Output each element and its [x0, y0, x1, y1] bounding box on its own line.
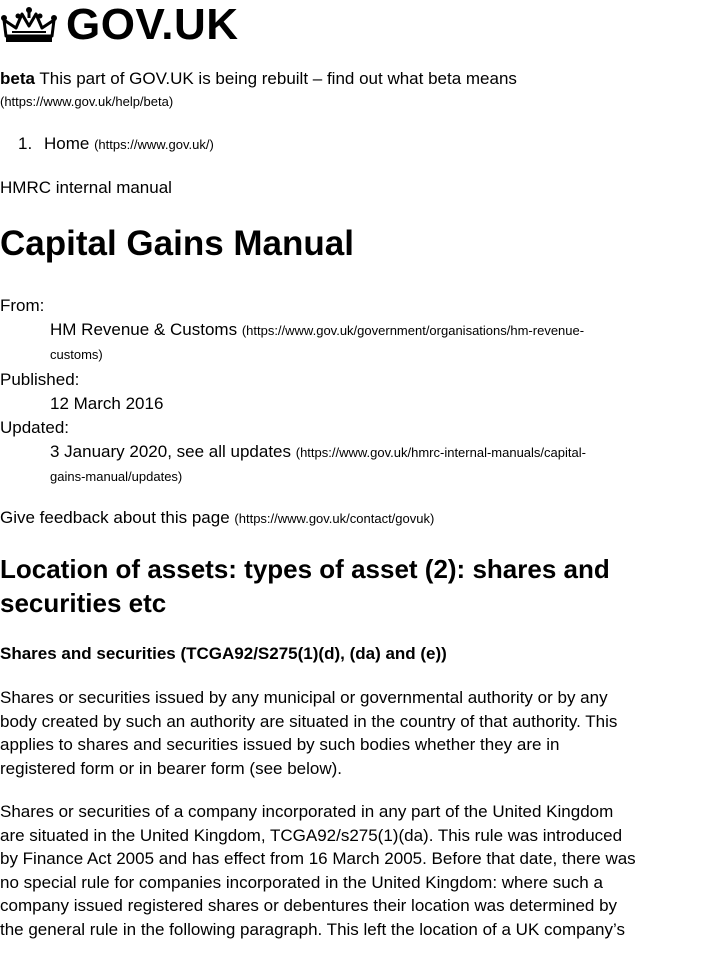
breadcrumb-home-url: (https://www.gov.uk/) [94, 137, 214, 152]
metadata-from-value [50, 318, 720, 366]
from-organisation-url-1: (https://www.gov.uk/government/organisations/hm-revenue- [241, 323, 585, 338]
beta-banner-text[interactable]: This part of GOV.UK is being rebuilt – find out what beta means [39, 69, 517, 88]
paragraph-2-line-1: Shares or securities of a company incorporated in any part of the United Kingdom [0, 802, 614, 821]
page-title: Capital Gains Manual [0, 224, 354, 263]
updates-url-1: (https://www.gov.uk/hmrc-internal-manuals/capital- [295, 445, 586, 460]
from-organisation-url-2: customs) [50, 347, 103, 362]
govuk-logo-text[interactable]: GOV.UK [66, 0, 239, 49]
metadata-published-value: 12 March 2016 [50, 394, 164, 413]
feedback [0, 508, 434, 528]
crown-icon [0, 6, 58, 44]
metadata-updated-label: Updated: [0, 418, 69, 437]
breadcrumb-home-link[interactable]: Home [44, 134, 90, 153]
paragraph-2-line-3: by Finance Act 2005 and has effect from 16 March 2005. Before that date, there was [0, 849, 636, 868]
manual-label: HMRC internal manual [0, 178, 172, 197]
metadata-published-label: Published: [0, 370, 80, 389]
paragraph-2 [0, 800, 716, 941]
paragraph-1-line-3: applies to shares and securities issued by such bodies whether they are in [0, 735, 560, 754]
paragraph-1-line-2: body created by such an authority are situated in the country of that authority. This [0, 711, 618, 731]
feedback-url: (https://www.gov.uk/contact/govuk) [234, 511, 435, 526]
metadata-updated-value [50, 440, 720, 488]
paragraph-1 [0, 686, 716, 780]
beta-banner [0, 68, 720, 113]
section-title [0, 552, 710, 620]
beta-link-url: (https://www.gov.uk/help/beta) [0, 94, 174, 109]
section-title-line-1: Location of assets: types of asset (2): shares and [0, 554, 610, 584]
section-title-line-2: securities etc [0, 588, 167, 618]
see-all-updates-link[interactable]: 3 January 2020, see all updates [50, 442, 292, 461]
breadcrumb [18, 134, 214, 154]
breadcrumb-number: 1. [18, 134, 33, 153]
metadata-from-label: From: [0, 296, 45, 315]
govuk-header[interactable] [0, 2, 300, 50]
paragraph-1-line-1: Shares or securities issued by any municipal or governmental authority or by any [0, 688, 608, 707]
feedback-link[interactable]: Give feedback about this page [0, 508, 230, 527]
updates-url-2: gains-manual/updates) [50, 469, 183, 484]
paragraph-2-line-6: the general rule in the following paragraph. This left the location of a UK company’s [0, 919, 625, 939]
subsection-title: Shares and securities (TCGA92/S275(1)(d), (da) and (e)) [0, 644, 447, 663]
beta-tag: beta [0, 69, 35, 88]
paragraph-2-line-4: no special rule for companies incorporated in the United Kingdom: where such a [0, 872, 603, 892]
from-organisation-link[interactable]: HM Revenue & Customs [50, 320, 238, 339]
paragraph-2-line-5: company issued registered shares or debentures their location was determined by [0, 896, 618, 915]
paragraph-1-line-4: registered form or in bearer form (see below). [0, 758, 343, 778]
paragraph-2-line-2: are situated in the United Kingdom, TCGA92/s275(1)(da). This rule was introduced [0, 825, 623, 845]
